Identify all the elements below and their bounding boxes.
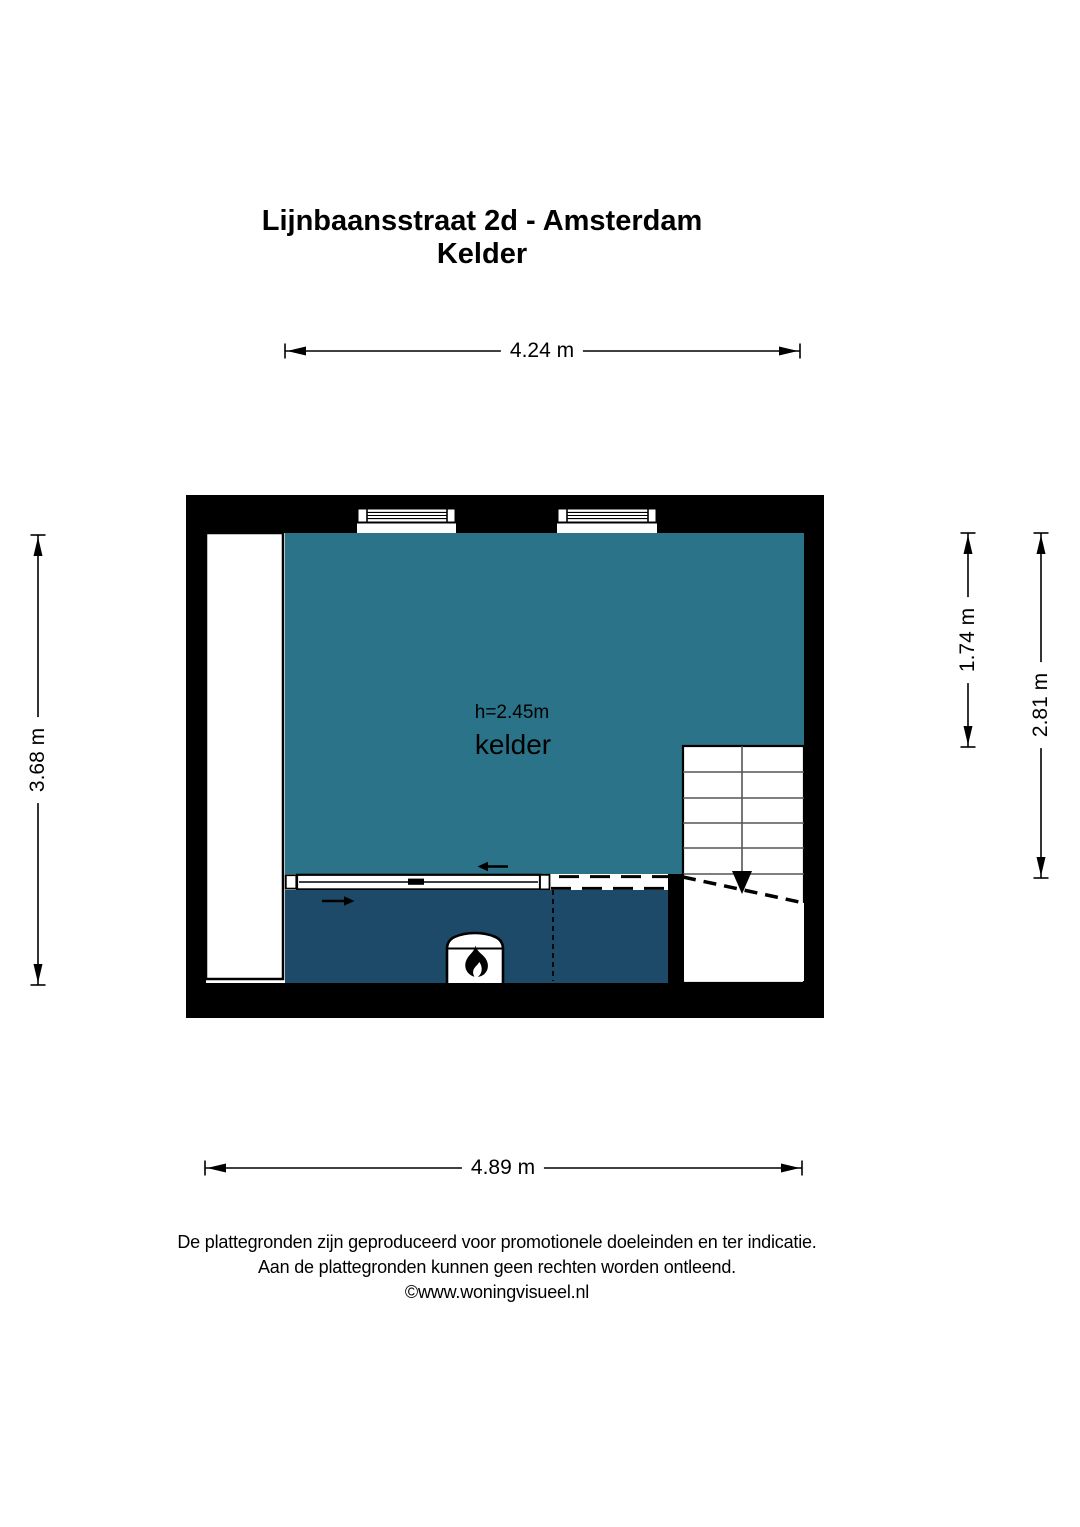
disclaimer bbox=[177, 1230, 816, 1305]
disclaimer-line-1: De plattegronden zijn geproduceerd voor promotionele doeleinden en ter indicatie. bbox=[177, 1232, 817, 1252]
wall-stair-stub bbox=[668, 874, 684, 983]
wall-bottom bbox=[186, 983, 824, 1018]
door-post-right bbox=[540, 875, 550, 890]
dim-left-label: 3.68 m bbox=[26, 717, 50, 803]
room-ceiling-height: h=2.45m bbox=[474, 702, 550, 723]
sliding-door-icon bbox=[297, 875, 540, 890]
void-room bbox=[206, 533, 283, 979]
wall-top bbox=[186, 495, 824, 533]
dim-right-upper-label: 1.74 m bbox=[956, 597, 980, 683]
dim-top-label: 4.24 m bbox=[501, 339, 583, 363]
wall-left bbox=[186, 495, 206, 1018]
window-icon-2 bbox=[558, 509, 657, 523]
boiler bbox=[447, 933, 503, 983]
room-label: kelder bbox=[474, 729, 552, 760]
staircase bbox=[683, 746, 804, 983]
door-band bbox=[285, 874, 668, 890]
wall-right bbox=[804, 495, 824, 1018]
plan-title bbox=[262, 205, 703, 271]
window-icon-1 bbox=[358, 509, 456, 523]
floor-title: Kelder bbox=[436, 238, 528, 270]
disclaimer-line-3: ©www.woningvisueel.nl bbox=[404, 1282, 590, 1302]
dim-bottom-label: 4.89 m bbox=[462, 1156, 544, 1180]
disclaimer-line-2: Aan de plattegronden kunnen geen rechten worden ontleend. bbox=[258, 1257, 736, 1277]
dim-right-outer-label: 2.81 m bbox=[1029, 662, 1053, 748]
address-title: Lijnbaansstraat 2d - Amsterdam bbox=[261, 205, 703, 237]
door-post-left bbox=[286, 875, 297, 888]
